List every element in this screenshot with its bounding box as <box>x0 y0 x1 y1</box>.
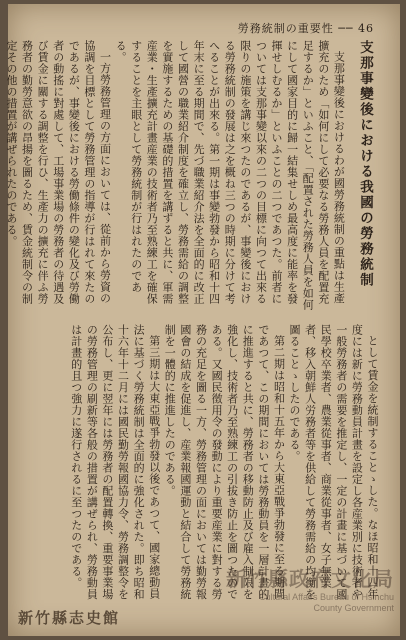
watermark <box>226 563 394 614</box>
lower-text-section <box>30 324 380 600</box>
running-head: 勞務統制の重要性 ── 46 <box>237 22 374 35</box>
paragraph: として賃金を統制することゝした。なほ昭和十四年度には新に勞務動員計畫を設定し各産業別に技術者や一般勞務者の需要を推定し、一定の計畫に基づいて國民學校卒業者、農業從事者、商業從事者、女子無業者、移入朝鮮人労務者等を供給して勞務需給の均衡を圖ることゝしたのである。 <box>288 324 379 600</box>
upper-text-section <box>4 40 380 312</box>
watermark-title: 新竹縣政府文化局 <box>226 567 394 591</box>
section-heading: 支那事變後における我國の勞務統制 <box>357 40 373 288</box>
watermark-subtitle-line1: Cultural Affairs Bureau of Hsinchu <box>259 592 394 602</box>
watermark-subtitle-line2: County Government <box>313 603 394 613</box>
paragraph: 支那事變後におけるわが國勞務統制の重點は生產擴充のため「如何にして必要なる勞務人員を配置充足するか」といふこと、「配置された勞務人員を如何にして國家目的に歸一結集せしめ最高度に能率を發揮せしむるか」といふことの二つであつた。前者については支那事變以來の二つの目標に向つて出來る限りの施策を講じ來つたのであるが、事變後における勞務統制の發展は之を概ね三つの時期に分けて考へることが出來る。第一期は事變勃發から昭和十四年末に至る期間で、先づ職業紹介法を全面的に改正して國營の職業紹介制度を確立し、勞務需給の調整を實施するための基礎的措置を講ずると共に、軍需産業・生產擴充計畫産業の技術者乃至熟練工を確保することを主眼として勞務統制が行はれたのである。 <box>114 40 346 311</box>
archive-stamp: 新竹縣志史館 <box>18 609 121 627</box>
vertical-text-block <box>4 40 380 600</box>
scanned-page <box>4 4 400 636</box>
paragraph: 一方勞務管理の方面においては、從前から勞資の協調を目標として勞務管理の指導が行はれて來たのであるが、事變後における勞働條件の變化及び勞働者の動搖に對處して、工場事業場の勞務者の待遇及び賃金に關する調整を行ひ、生產力の擴充に伴ふ勞務者の勤勞意欲の昂揚を圖るため、賃金統制令の制定その他の措置が講ぜられたのである。 <box>4 40 112 305</box>
paragraph: 第三期は大東亞戰爭勃發以後であつて、國家總動員法に基づく勞務統制は全面的に強化された。即ち昭和十六年十二月には國民勤勞報國協力令、勞務調整令を公布し、更に翌年には勞務者の配置轉換、重要事業場の勞務管理の刷新等各般の措置が講ぜられ、勞務動員は計畫的且つ強力に遂行されるに至つたのである。 <box>69 324 161 600</box>
paragraph: 第二期は昭和十五年から大東亞戰爭勃發に至る期間であつて、この期間においては勞務動員を一層計畫的に推進すると共に、勞務者の移動防止及び雇入制限を強化し、技術者乃至熟練工の引拔き防止を圖つたのである。又國民徵用令の發動により重要産業に對する勞務の充足を圖る一方、勞務管理の面においては勤勞報國會の結成を促進し、産業報國運動と結合して勞務統制を一體的に推進したのである。 <box>163 324 286 600</box>
